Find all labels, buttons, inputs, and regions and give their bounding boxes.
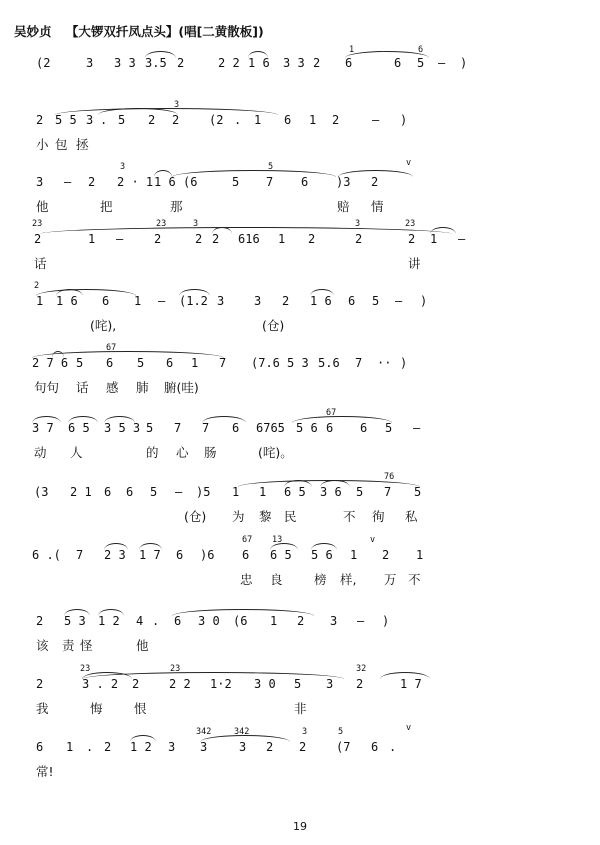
lyric: 心 <box>176 445 189 460</box>
grace-mark: 2 <box>34 281 40 291</box>
lyric: 样, <box>340 572 357 587</box>
note: 6 <box>102 294 110 308</box>
note: (7.6 <box>251 356 280 370</box>
note: 3 <box>86 56 94 70</box>
note: 5 <box>372 294 380 308</box>
note: – <box>395 294 403 308</box>
note: ) <box>400 113 408 127</box>
lyric: 肠 <box>204 445 217 460</box>
slur-arc <box>52 351 64 358</box>
note: (3 <box>34 485 49 499</box>
lyric: 动 <box>34 445 47 460</box>
note: – <box>175 485 183 499</box>
note: 2 <box>308 232 316 246</box>
note: 5 <box>417 56 425 70</box>
note: ) <box>400 356 408 370</box>
note: (6 <box>183 175 198 189</box>
note: 3 <box>326 677 334 691</box>
grace-mark: v <box>370 535 376 545</box>
note: 5 6 <box>296 421 318 435</box>
grace-mark: 342 <box>196 727 212 737</box>
grace-mark: 3 <box>120 162 126 172</box>
note: 2 <box>266 740 274 754</box>
note: 1 <box>36 294 44 308</box>
note: 2 1 <box>70 485 92 499</box>
lyric: 拯 <box>76 137 89 152</box>
note: 2 <box>88 175 96 189</box>
note: 2 2 <box>169 677 191 691</box>
lyric: 他 <box>36 199 49 214</box>
note: 2 <box>34 232 42 246</box>
note: )6 <box>200 548 215 562</box>
note: 1 <box>416 548 424 562</box>
note: 7 <box>174 421 182 435</box>
grace-mark: 76 <box>384 472 395 482</box>
note: 6 <box>166 356 174 370</box>
lyric: 黎 <box>259 509 272 524</box>
note: 2 <box>297 614 305 628</box>
grace-mark: 3 <box>193 219 199 229</box>
note: (1.2 <box>179 294 208 308</box>
note: 6 .( <box>32 548 61 562</box>
slur-arc <box>200 735 290 742</box>
note: 1 6 <box>248 56 270 70</box>
grace-mark: 13 <box>272 535 283 545</box>
grace-mark: 23 <box>156 219 167 229</box>
note: 3 . 2 <box>82 677 119 691</box>
note: 2 <box>172 113 180 127</box>
slur-arc <box>212 227 232 234</box>
note: 2 <box>36 614 44 628</box>
note: – <box>158 294 166 308</box>
note: 3.5 <box>145 56 167 70</box>
slur-arc <box>98 108 178 115</box>
grace-mark: 3 <box>174 100 180 110</box>
slur-arc <box>36 289 136 296</box>
grace-mark: 3 <box>302 727 308 737</box>
slur-arc <box>270 543 298 550</box>
note: 2 <box>282 294 290 308</box>
lyric: 把 <box>100 199 113 214</box>
note: . <box>86 740 94 754</box>
note: 1 <box>232 485 240 499</box>
slur-arc <box>380 672 430 679</box>
note: 1 2 <box>130 740 152 754</box>
note: 7 <box>219 356 227 370</box>
slur-arc <box>179 289 210 296</box>
lyric: 小 <box>36 137 49 152</box>
lyric: (仓) <box>184 509 207 524</box>
note: – <box>64 175 72 189</box>
lyric: 非 <box>294 701 307 716</box>
note: 3 3 <box>114 56 136 70</box>
note: – <box>458 232 466 246</box>
lyric: 民 <box>284 509 297 524</box>
note: 2 <box>313 56 321 70</box>
note: )5 <box>196 485 211 499</box>
slur-arc <box>104 543 128 550</box>
slur-arc <box>98 609 124 616</box>
note: )3 <box>336 175 351 189</box>
slur-arc <box>248 51 268 58</box>
slur-arc <box>430 227 456 234</box>
grace-mark: v <box>406 158 412 168</box>
note: . <box>389 740 397 754</box>
slur-arc <box>172 609 314 616</box>
note: 6 <box>326 421 334 435</box>
note: 2 <box>104 740 112 754</box>
note: 1 <box>430 232 438 246</box>
lyric: 赔 <box>337 199 350 214</box>
note: 2 7 6 <box>32 356 69 370</box>
note: 5 <box>146 421 154 435</box>
slur-arc <box>345 51 429 58</box>
lyric: 不 <box>343 509 356 524</box>
note: 5 <box>150 485 158 499</box>
note: ) <box>382 614 390 628</box>
note: 6 <box>360 421 368 435</box>
lyric: 恨 <box>134 701 147 716</box>
note: – <box>413 421 421 435</box>
note: ) <box>460 56 468 70</box>
note: 6 <box>371 740 379 754</box>
lyric: (咤), <box>90 318 117 333</box>
slur-arc <box>82 672 344 679</box>
grace-mark: 67 <box>242 535 253 545</box>
note: 3 3 <box>283 56 305 70</box>
note: 7 <box>355 356 363 370</box>
lyric: 榜 <box>314 572 327 587</box>
note: 1 <box>270 614 278 628</box>
note: 5 <box>385 421 393 435</box>
grace-mark: 6 <box>418 45 424 55</box>
lyric: 人 <box>70 445 83 460</box>
grace-mark: 23 <box>405 219 416 229</box>
note: 3 5 3 <box>104 421 141 435</box>
note: 2 <box>177 56 185 70</box>
note: 5 6 <box>311 548 333 562</box>
note: (2 <box>209 113 224 127</box>
grace-mark: 32 <box>356 664 367 674</box>
lyric: 肺 <box>136 380 149 395</box>
note: 1 6 <box>310 294 332 308</box>
note: 6 <box>301 175 309 189</box>
slur-arc <box>320 480 350 487</box>
note: 6 <box>242 548 250 562</box>
slur-arc <box>56 289 83 296</box>
lyric: 感 <box>106 380 119 395</box>
note: 3 <box>330 614 338 628</box>
slur-arc <box>139 543 162 550</box>
lyric: (咤)。 <box>258 445 293 460</box>
note: 1 <box>66 740 74 754</box>
note: 3 <box>86 113 94 127</box>
note: 2 <box>299 740 307 754</box>
lyric: 私 <box>405 509 418 524</box>
note: 6 <box>284 113 292 127</box>
note: 5 <box>294 677 302 691</box>
lyric: 不 <box>408 572 421 587</box>
note: 5 <box>118 113 126 127</box>
note: 6 5 <box>270 548 292 562</box>
slur-arc <box>338 170 413 177</box>
page-number: 19 <box>293 820 307 833</box>
note: (7 <box>336 740 351 754</box>
note: 6 <box>36 740 44 754</box>
note: 1·2 <box>210 677 232 691</box>
lyric: 怪 <box>80 638 93 653</box>
note: 3 <box>239 740 247 754</box>
note: 6 5 <box>284 485 306 499</box>
note: 3 <box>36 175 44 189</box>
note: 2 · 1 <box>117 175 154 189</box>
note: 1 <box>191 356 199 370</box>
note: 2 <box>195 232 203 246</box>
note: 2 <box>154 232 162 246</box>
note: 1 2 <box>98 614 120 628</box>
grace-mark: 23 <box>32 219 43 229</box>
lyric: 话 <box>34 256 47 271</box>
lyric: 包 <box>55 137 68 152</box>
note: 5.6 <box>318 356 340 370</box>
note: 6 <box>232 421 240 435</box>
lyric: 悔 <box>90 701 103 716</box>
note: 6 <box>394 56 402 70</box>
lyric: 话 <box>76 380 89 395</box>
note: 3 7 <box>32 421 54 435</box>
grace-mark: 1 <box>349 45 355 55</box>
note: 2 <box>132 677 140 691</box>
slur-arc <box>310 289 334 296</box>
note: 5 3 <box>287 356 309 370</box>
lyric: 腑(哇) <box>164 380 199 395</box>
note: 6 <box>126 485 134 499</box>
lyric: 的 <box>146 445 159 460</box>
note: 2 <box>148 113 156 127</box>
note: 2 <box>355 232 363 246</box>
note: 3 <box>168 740 176 754</box>
note: 1 7 <box>400 677 422 691</box>
aria-title: 【大锣双扦凤点头】(唱[二黄散板]) <box>65 24 264 39</box>
note: 3 6 <box>320 485 342 499</box>
note: 6 <box>176 548 184 562</box>
grace-mark: 67 <box>106 343 117 353</box>
note: 5 3 <box>64 614 86 628</box>
note: 1 7 <box>139 548 161 562</box>
note: 2 <box>356 677 364 691</box>
note: 7 <box>202 421 210 435</box>
note: 6 <box>174 614 182 628</box>
note: 2 <box>36 677 44 691</box>
slur-arc <box>292 416 392 423</box>
note: 1 <box>309 113 317 127</box>
lyric: 忠 <box>240 572 253 587</box>
note: 2 <box>382 548 390 562</box>
lyric: 为 <box>232 509 245 524</box>
lyric: 徇 <box>372 509 385 524</box>
note: 2 <box>36 113 44 127</box>
slur-arc <box>40 227 452 234</box>
grace-mark: 342 <box>234 727 250 737</box>
note: 1 <box>88 232 96 246</box>
note: 1 <box>134 294 142 308</box>
slur-arc <box>130 735 156 742</box>
lyric: 情 <box>371 199 384 214</box>
note: (6 <box>233 614 248 628</box>
note: 1 6 <box>56 294 78 308</box>
grace-mark: 5 <box>338 727 344 737</box>
lyric: (仓) <box>262 318 285 333</box>
note: 2 2 <box>218 56 240 70</box>
note: 6 <box>106 356 114 370</box>
note: (2 <box>36 56 51 70</box>
slur-arc <box>311 543 337 550</box>
note: . <box>152 614 160 628</box>
note: – <box>372 113 380 127</box>
grace-mark: 67 <box>326 408 337 418</box>
lyric: 万 <box>384 572 397 587</box>
note: 6 5 <box>68 421 90 435</box>
note: 3 0 <box>198 614 220 628</box>
note: 1 <box>259 485 267 499</box>
note: 6 <box>104 485 112 499</box>
note: . <box>234 113 242 127</box>
lyric: 良 <box>270 572 283 587</box>
lyric: 讲 <box>408 256 421 271</box>
grace-mark: 23 <box>170 664 181 674</box>
slur-arc <box>32 416 61 423</box>
note: 6 <box>345 56 353 70</box>
note: ·· <box>377 356 392 370</box>
note: – <box>438 56 446 70</box>
lyric: 该 <box>36 638 49 653</box>
performer-name: 吴妙贞 <box>14 24 52 39</box>
note: 2 3 <box>104 548 126 562</box>
note: 3 <box>200 740 208 754</box>
grace-mark: v <box>406 723 412 733</box>
slur-arc <box>68 416 98 423</box>
lyric: 我 <box>36 701 49 716</box>
slur-arc <box>154 170 172 177</box>
note: . <box>100 113 108 127</box>
lyric: 他 <box>136 638 149 653</box>
slur-arc <box>284 480 312 487</box>
note: 2 <box>408 232 416 246</box>
note: 1 6 <box>154 175 176 189</box>
note: 616 <box>238 232 260 246</box>
grace-mark: 3 <box>355 219 361 229</box>
note: 2 <box>212 232 220 246</box>
slur-arc <box>104 416 135 423</box>
note: 1 <box>254 113 262 127</box>
note: 5 <box>232 175 240 189</box>
note: 7 <box>76 548 84 562</box>
note: 6765 <box>256 421 285 435</box>
slur-arc <box>145 51 176 58</box>
note: 4 <box>136 614 144 628</box>
note: 2 <box>332 113 340 127</box>
note: 5 <box>137 356 145 370</box>
note: 3 <box>217 294 225 308</box>
note: 7 <box>384 485 392 499</box>
note: 6 <box>348 294 356 308</box>
note: 3 <box>254 294 262 308</box>
note: 5 <box>76 356 84 370</box>
lyric: 责 <box>62 638 75 653</box>
slur-arc <box>64 609 90 616</box>
note: – <box>116 232 124 246</box>
note: 5 <box>414 485 422 499</box>
lyric: 句句 <box>34 380 60 395</box>
note: ) <box>420 294 428 308</box>
note: 1 <box>278 232 286 246</box>
note: 2 <box>371 175 379 189</box>
note: 7 <box>266 175 274 189</box>
grace-mark: 5 <box>268 162 274 172</box>
slur-arc <box>202 416 246 423</box>
lyric: 那 <box>170 199 183 214</box>
grace-mark: 23 <box>80 664 91 674</box>
score-header <box>14 22 264 40</box>
slur-arc <box>172 170 336 177</box>
note: 5 <box>356 485 364 499</box>
note: – <box>357 614 365 628</box>
note: 3 0 <box>254 677 276 691</box>
note: 1 <box>350 548 358 562</box>
note: 5 5 <box>55 113 77 127</box>
lyric: 常! <box>36 764 54 779</box>
